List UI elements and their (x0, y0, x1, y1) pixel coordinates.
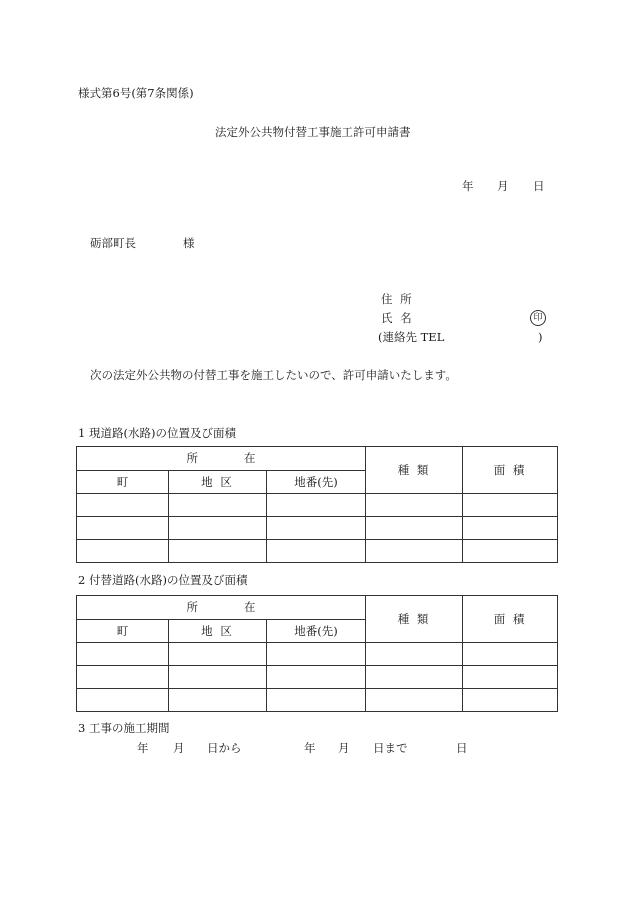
table-cell[interactable] (169, 689, 267, 712)
table-cell[interactable] (169, 494, 267, 517)
start-month: 月 (173, 741, 185, 755)
table-cell[interactable] (77, 689, 169, 712)
type-header-label: 種 類 (397, 612, 431, 626)
table-cell[interactable] (267, 666, 366, 689)
table-cell[interactable] (366, 494, 463, 517)
table-cell[interactable] (267, 517, 366, 540)
type-header (366, 447, 463, 494)
district-header: 地 区 (169, 619, 267, 643)
table-cell[interactable] (169, 643, 267, 666)
table-row (77, 517, 558, 540)
table-cell[interactable] (366, 643, 463, 666)
table-cell[interactable] (463, 494, 558, 517)
table-cell[interactable] (463, 666, 558, 689)
table-cell[interactable] (366, 689, 463, 712)
section1-heading: 1 現道路(水路)の位置及び面積 (78, 426, 236, 440)
table-cell[interactable] (77, 540, 169, 563)
lot-header: 地番(先) (267, 619, 366, 643)
table-cell[interactable] (463, 643, 558, 666)
contact-close: ) (538, 330, 543, 344)
district-header: 地 区 (169, 470, 267, 494)
date-month: 月 (497, 179, 509, 193)
town-header: 町 (77, 470, 169, 494)
area-header (463, 447, 558, 494)
table-cell[interactable] (463, 689, 558, 712)
date-day: 日 (533, 179, 545, 193)
period-days: 日 (456, 741, 468, 755)
end-month: 月 (338, 741, 350, 755)
address-label: 住 所 (381, 292, 414, 306)
table-cell[interactable] (169, 517, 267, 540)
end-day: 日まで (373, 741, 408, 755)
table-cell[interactable] (366, 666, 463, 689)
type-header (366, 596, 463, 643)
seal-mark: 印 (530, 310, 546, 326)
area-header (463, 596, 558, 643)
addressee-honorific: 様 (183, 236, 195, 250)
table-header-row (77, 447, 558, 471)
table-header-row (77, 596, 558, 620)
document-title: 法定外公共物付替工事施工許可申請書 (215, 125, 411, 139)
location-header: 所 在 (77, 447, 366, 471)
lot-header: 地番(先) (267, 470, 366, 494)
table-cell[interactable] (267, 540, 366, 563)
table-cell[interactable] (366, 517, 463, 540)
table-cell[interactable] (77, 517, 169, 540)
table-cell[interactable] (77, 666, 169, 689)
addressee-name: 砺部町長 (90, 236, 136, 250)
table-row (77, 643, 558, 666)
location-header: 所 在 (77, 596, 366, 620)
table-cell[interactable] (267, 643, 366, 666)
town-header: 町 (77, 619, 169, 643)
table-row (77, 666, 558, 689)
section1-table (76, 446, 558, 563)
start-year: 年 (137, 741, 149, 755)
type-header-label: 種 類 (397, 463, 431, 477)
table-row (77, 689, 558, 712)
table-cell[interactable] (463, 517, 558, 540)
name-label: 氏 名 (381, 311, 414, 325)
table-cell[interactable] (267, 689, 366, 712)
start-day: 日から (207, 741, 242, 755)
table-cell[interactable] (463, 540, 558, 563)
table-cell[interactable] (77, 643, 169, 666)
table-cell[interactable] (77, 494, 169, 517)
section2-table (76, 595, 558, 712)
table-row (77, 494, 558, 517)
table-cell[interactable] (366, 540, 463, 563)
application-statement: 次の法定外公共物の付替工事を施工したいので、許可申請いたします。 (90, 368, 457, 382)
table-cell[interactable] (169, 666, 267, 689)
date-year: 年 (462, 179, 474, 193)
table-cell[interactable] (267, 494, 366, 517)
table-row (77, 540, 558, 563)
table-cell[interactable] (169, 540, 267, 563)
end-year: 年 (304, 741, 316, 755)
area-header-label: 面 積 (493, 612, 527, 626)
contact-label: (連絡先 TEL (378, 330, 445, 344)
section3-heading: 3 工事の施工期間 (78, 721, 170, 735)
form-label: 様式第6号(第7条関係) (78, 86, 194, 100)
area-header-label: 面 積 (493, 463, 527, 477)
section2-heading: 2 付替道路(水路)の位置及び面積 (78, 573, 248, 587)
